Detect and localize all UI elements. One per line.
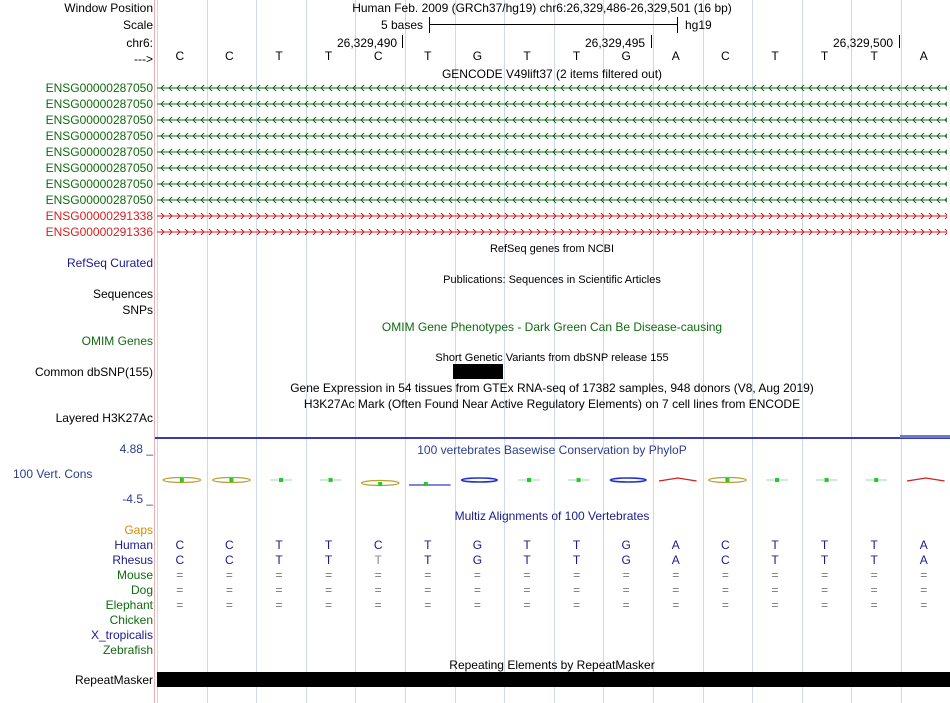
- gencode-gene-strand[interactable]: [157, 114, 947, 126]
- phylop-mark: [825, 478, 829, 482]
- phylop-mark: [527, 478, 531, 482]
- alignment-base: =: [573, 583, 581, 597]
- coord-tick-label: 26,329,495: [585, 36, 646, 50]
- gencode-gene-strand[interactable]: [157, 226, 947, 238]
- refseq-curated-label[interactable]: RefSeq Curated: [66, 256, 153, 270]
- species-label[interactable]: Dog: [130, 583, 153, 597]
- h3k27ac-title: H3K27Ac Mark (Often Found Near Active Regulatory Elements) on 7 cell lines from ENCODE: [303, 397, 801, 411]
- alignment-base: =: [870, 598, 878, 612]
- alignment-base: =: [325, 583, 333, 597]
- alignment-base: =: [176, 583, 184, 597]
- multiz-title: Multiz Alignments of 100 Vertebrates: [454, 509, 650, 523]
- gencode-gene-strand[interactable]: [157, 146, 947, 158]
- alignment-base: =: [870, 583, 878, 597]
- alignment-base: =: [622, 598, 630, 612]
- alignment-base: =: [523, 583, 531, 597]
- layered-h3k27ac-label[interactable]: Layered H3K27Ac: [55, 411, 153, 425]
- alignment-base: =: [374, 568, 382, 582]
- snps-label[interactable]: SNPs: [122, 303, 153, 317]
- reference-base: A: [919, 49, 928, 63]
- alignment-base: =: [622, 583, 630, 597]
- reference-base: T: [870, 49, 878, 63]
- alignment-base: =: [424, 598, 432, 612]
- alignment-base: A: [671, 553, 680, 567]
- gencode-gene-strand[interactable]: [157, 98, 947, 110]
- rmsk-title: Repeating Elements by RepeatMasker: [449, 658, 655, 672]
- refseq-title: RefSeq genes from NCBI: [489, 243, 615, 255]
- alignment-base: =: [374, 598, 382, 612]
- alignment-base: =: [424, 583, 432, 597]
- alignment-base: =: [176, 598, 184, 612]
- alignment-base: T: [523, 553, 531, 567]
- coord-tick: [651, 35, 652, 48]
- gencode-item-label[interactable]: ENSG00000291336: [45, 225, 153, 239]
- species-label[interactable]: Human: [114, 538, 153, 552]
- alignment-base: =: [821, 598, 829, 612]
- reference-base: T: [771, 49, 779, 63]
- alignment-base: =: [672, 598, 680, 612]
- species-label[interactable]: X_tropicalis: [90, 628, 153, 642]
- alignment-base: =: [225, 598, 233, 612]
- alignment-base: T: [324, 553, 333, 567]
- gencode-gene-strand[interactable]: [157, 194, 947, 206]
- alignment-base: =: [821, 568, 829, 582]
- species-label[interactable]: Rhesus: [112, 553, 153, 567]
- gaps-label[interactable]: Gaps: [124, 523, 153, 537]
- gencode-item-label[interactable]: ENSG00000287050: [45, 97, 153, 111]
- species-label[interactable]: Zebrafish: [102, 643, 153, 657]
- phylop-mark: [907, 478, 945, 481]
- alignment-base: C: [225, 553, 234, 567]
- alignment-base: =: [473, 598, 481, 612]
- alignment-base: =: [721, 568, 729, 582]
- alignment-base: G: [472, 538, 483, 552]
- reference-base: T: [424, 49, 432, 63]
- scale-bar-left: [429, 17, 430, 33]
- phylop-mark: [279, 478, 283, 482]
- gencode-item-label[interactable]: ENSG00000287050: [45, 113, 153, 127]
- alignment-base: =: [920, 583, 928, 597]
- strand-label: --->: [134, 52, 153, 66]
- alignment-base: T: [771, 538, 779, 552]
- reference-base: T: [275, 49, 283, 63]
- alignment-base: T: [572, 538, 581, 552]
- alignment-base: =: [523, 598, 531, 612]
- scale-bar-right: [677, 17, 678, 33]
- assembly-label: hg19: [685, 18, 712, 32]
- alignment-base: =: [721, 598, 729, 612]
- phylop-title: 100 vertebrates Basewise Conservation by PhyloP: [417, 443, 687, 457]
- reference-base: T: [820, 49, 829, 63]
- gtex-title: Gene Expression in 54 tissues from GTEx RNA-seq of 17382 samples, 948 donors (V8, Aug 2019): [290, 381, 814, 395]
- alignment-base: =: [573, 598, 581, 612]
- omim-title: OMIM Gene Phenotypes - Dark Green Can Be Disease-causing: [381, 320, 723, 334]
- alignment-base: T: [275, 553, 283, 567]
- alignment-base: =: [523, 568, 531, 582]
- common-dbsnp-label[interactable]: Common dbSNP(155): [34, 365, 153, 379]
- alignment-base: =: [821, 583, 829, 597]
- reference-base: C: [373, 49, 383, 63]
- vert-cons-label[interactable]: 100 Vert. Cons: [13, 467, 93, 481]
- alignment-base: T: [820, 538, 829, 552]
- alignment-base: T: [324, 538, 333, 552]
- coord-tick: [402, 35, 403, 48]
- reference-base: T: [523, 49, 531, 63]
- gencode-item-label[interactable]: ENSG00000287050: [45, 161, 153, 175]
- repeatmasker-label[interactable]: RepeatMasker: [74, 673, 153, 687]
- gencode-item-label[interactable]: ENSG00000287050: [45, 145, 153, 159]
- species-label[interactable]: Elephant: [105, 598, 153, 612]
- phylop-mark: [610, 478, 646, 482]
- reference-base: C: [175, 49, 185, 63]
- alignment-base: C: [225, 538, 234, 552]
- gencode-item-label[interactable]: ENSG00000287050: [45, 81, 153, 95]
- scale-label: Scale: [122, 18, 153, 32]
- alignment-base: C: [175, 553, 185, 567]
- gencode-gene-strand[interactable]: [157, 82, 947, 94]
- scale-text: 5 bases: [380, 18, 424, 32]
- alignment-base: C: [721, 553, 730, 567]
- phylop-mark: [577, 478, 581, 482]
- reference-base: A: [671, 49, 680, 63]
- alignment-base: T: [374, 553, 382, 567]
- alignment-base: T: [820, 553, 829, 567]
- gencode-gene-strand[interactable]: [157, 162, 947, 174]
- alignment-base: =: [771, 568, 779, 582]
- reference-base: G: [621, 49, 631, 63]
- chrom-label: chr6:: [126, 36, 153, 50]
- omim-genes-label[interactable]: OMIM Genes: [81, 334, 153, 348]
- phylop-mark: [424, 482, 428, 486]
- alignment-base: =: [622, 568, 630, 582]
- phylop-mark: [329, 478, 333, 482]
- track-labels: [0, 0, 153, 703]
- alignment-base: =: [176, 568, 184, 582]
- gencode-item-label[interactable]: ENSG00000287050: [45, 177, 153, 191]
- scale-bar: [429, 24, 677, 25]
- alignment-base: =: [920, 598, 928, 612]
- repeatmasker-element[interactable]: [157, 672, 950, 687]
- phylop-mark: [659, 478, 697, 481]
- dbsnp-variant[interactable]: [453, 364, 503, 379]
- alignment-base: =: [473, 583, 481, 597]
- gencode-item-label[interactable]: ENSG00000287050: [45, 129, 153, 143]
- alignment-base: T: [275, 538, 283, 552]
- gencode-gene-strand[interactable]: [157, 210, 947, 222]
- alignment-base: =: [672, 583, 680, 597]
- species-label[interactable]: Chicken: [109, 613, 153, 627]
- alignment-base: =: [870, 568, 878, 582]
- phylop-mark: [874, 478, 878, 482]
- alignment-base: =: [424, 568, 432, 582]
- alignment-base: =: [374, 583, 382, 597]
- alignment-base: T: [424, 538, 432, 552]
- phylop-mark: [775, 478, 779, 482]
- alignment-base: =: [771, 598, 779, 612]
- gencode-gene-strand[interactable]: [157, 130, 947, 142]
- alignment-base: =: [721, 583, 729, 597]
- alignment-base: A: [919, 553, 928, 567]
- pubs-title: Publications: Sequences in Scientific Articles: [443, 274, 661, 286]
- alignment-base: C: [373, 538, 383, 552]
- phylop-min-label: -4.5 _: [122, 492, 153, 506]
- alignment-base: =: [225, 568, 233, 582]
- alignment-base: =: [920, 568, 928, 582]
- h3k27ac-peak[interactable]: [900, 435, 950, 438]
- gencode-gene-strand[interactable]: [157, 178, 947, 190]
- alignment-base: A: [671, 538, 680, 552]
- coord-tick: [899, 35, 900, 48]
- position-text: Human Feb. 2009 (GRCh37/hg19) chr6:26,329,486-26,329,501 (16 bp): [352, 1, 732, 15]
- alignment-base: =: [573, 568, 581, 582]
- phylop-mark: [462, 478, 498, 482]
- alignment-base: =: [672, 568, 680, 582]
- gencode-item-label[interactable]: ENSG00000291338: [45, 209, 153, 223]
- reference-base: C: [225, 49, 234, 63]
- phylop-mark: [180, 478, 184, 482]
- gencode-title: GENCODE V49lift37 (2 items filtered out): [441, 67, 663, 81]
- alignment-base: T: [771, 553, 779, 567]
- alignment-base: T: [572, 553, 581, 567]
- alignment-base: =: [771, 583, 779, 597]
- coord-tick-label: 26,329,490: [337, 36, 398, 50]
- alignment-base: =: [275, 568, 283, 582]
- reference-base: T: [572, 49, 581, 63]
- alignment-base: C: [175, 538, 185, 552]
- alignment-base: =: [473, 568, 481, 582]
- alignment-base: G: [621, 538, 631, 552]
- reference-base: G: [472, 49, 483, 63]
- phylop-max-label: 4.88 _: [119, 442, 153, 456]
- alignment-base: G: [621, 553, 631, 567]
- alignment-base: T: [424, 553, 432, 567]
- reference-base: C: [721, 49, 730, 63]
- alignment-base: =: [225, 583, 233, 597]
- coord-tick-label: 26,329,500: [833, 36, 894, 50]
- alignment-base: =: [275, 598, 283, 612]
- track-image[interactable]: [155, 0, 950, 703]
- dbsnp-title: Short Genetic Variants from dbSNP release 155: [435, 352, 669, 364]
- alignment-base: =: [275, 583, 283, 597]
- phylop-mark: [378, 482, 382, 486]
- window-position-label: Window Position: [64, 1, 153, 15]
- h3k27ac-signal[interactable]: [155, 437, 950, 439]
- alignment-base: =: [325, 598, 333, 612]
- alignment-base: C: [721, 538, 730, 552]
- sequences-label[interactable]: Sequences: [92, 287, 153, 301]
- gencode-item-label[interactable]: ENSG00000287050: [45, 193, 153, 207]
- species-label[interactable]: Mouse: [116, 568, 153, 582]
- alignment-base: =: [325, 568, 333, 582]
- phylop-mark: [725, 478, 729, 482]
- alignment-base: A: [919, 538, 928, 552]
- alignment-base: T: [870, 538, 878, 552]
- phylop-mark: [229, 478, 233, 482]
- phylop-wiggle[interactable]: [155, 470, 950, 492]
- alignment-base: T: [523, 538, 531, 552]
- alignment-base: T: [870, 553, 878, 567]
- reference-base: T: [324, 49, 333, 63]
- alignment-base: G: [472, 553, 483, 567]
